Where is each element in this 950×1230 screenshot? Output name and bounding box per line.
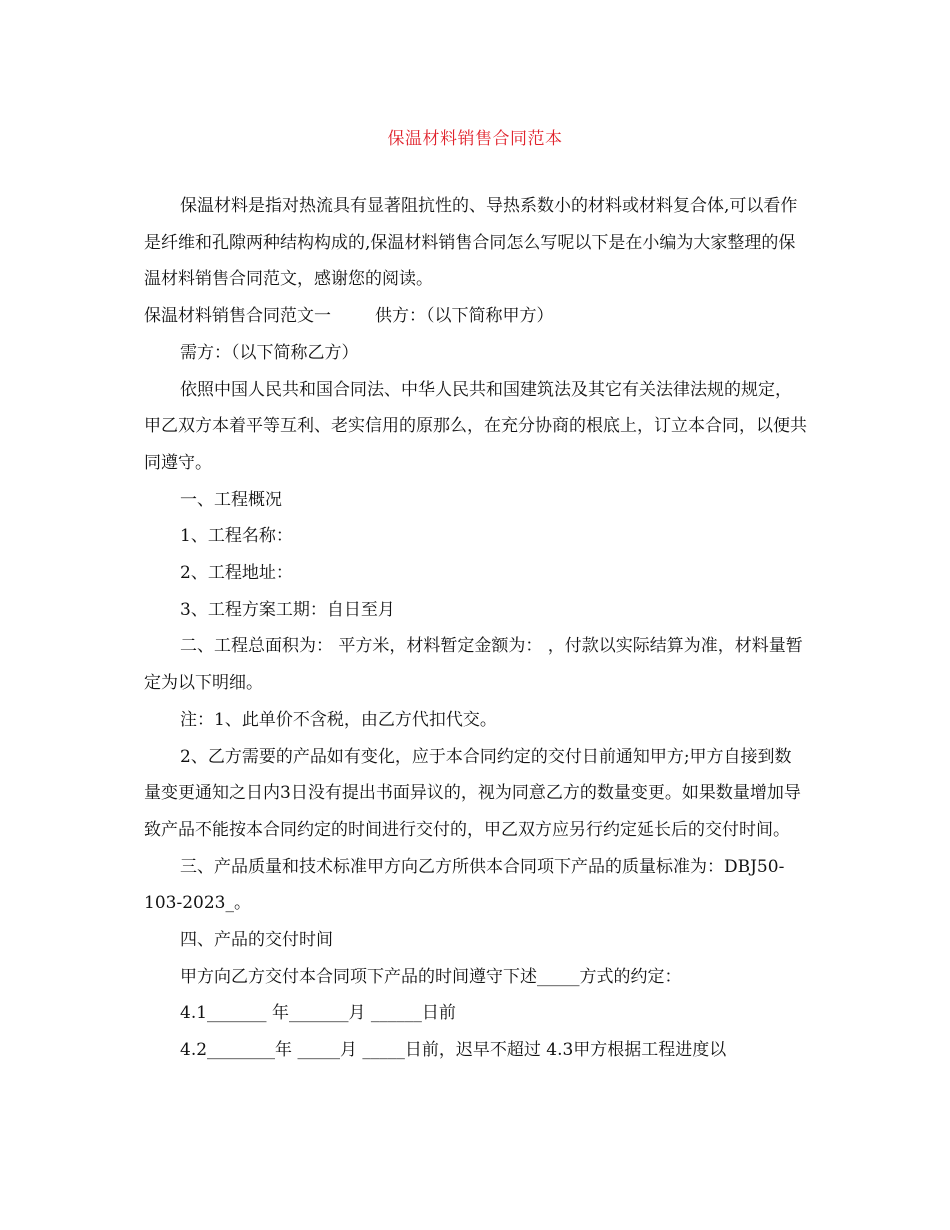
buyer-label: 需方：（以下简称乙方） (180, 342, 359, 363)
note-2: 2、乙方需要的产品如有变化，应于本合同约定的交付日前通知甲方;甲方自接到数量变更通知之日内3日没有提出书面异议的，视为同意乙方的数量变更。如果数量增加导致产品不能按本合同约定的时间进行交付的，甲乙双方应另行约定延长后的交付时间。 (144, 746, 801, 840)
section-4-heading: 四、产品的交付时间 (180, 930, 333, 951)
project-name-item: 1、工程名称： (180, 526, 293, 547)
delivery-option-4-1: 4.1_______ 年_______月 ______日前 (180, 1003, 456, 1024)
contract-parties-line (144, 298, 808, 335)
project-address-item: 2、工程地址： (180, 563, 293, 584)
section-3-paragraph: 三、产品质量和技术标准甲方向乙方所供本合同项下产品的质量标准为：DBJ50-103-2023_。 (144, 856, 785, 914)
supplier-label: 供方：（以下简称甲方） (375, 306, 554, 327)
delivery-option-4-2: 4.2________年 _____月 _____日前，迟早不超过 4.3甲方根据工程进度以 (180, 1040, 727, 1061)
project-schedule-item: 3、工程方案工期：自日至月 (180, 599, 395, 620)
document-title: 保温材料销售合同范本 (387, 129, 563, 149)
intro-paragraph: 保温材料是指对热流具有显著阻抗性的、导热系数小的材料或材料复合体,可以看作是纤维和孔隙两种结构构成的,保温材料销售合同怎么写呢以下是在小编为大家整理的保温材料销售合同范文，感谢您的阅读。 (144, 196, 798, 290)
preamble-paragraph: 依照中国人民共和国合同法、中华人民共和国建筑法及其它有关法律法规的规定，甲乙双方本着平等互利、老实信用的原那么，在充分协商的根底上，订立本合同，以便共同遵守。 (144, 379, 807, 473)
note-1: 注：1、此单价不含税，由乙方代扣代交。 (180, 709, 497, 730)
section-1-heading: 一、工程概况 (180, 489, 282, 510)
section-4-text: 甲方向乙方交付本合同项下产品的时间遵守下述_____方式的约定： (180, 966, 682, 987)
sample-heading: 保温材料销售合同范文一 (144, 306, 331, 327)
section-2-paragraph: 二、工程总面积为： 平方米，材料暂定金额为： ，付款以实际结算为准，材料量暂定为以下明细。 (144, 636, 803, 694)
document-body (144, 188, 808, 1069)
